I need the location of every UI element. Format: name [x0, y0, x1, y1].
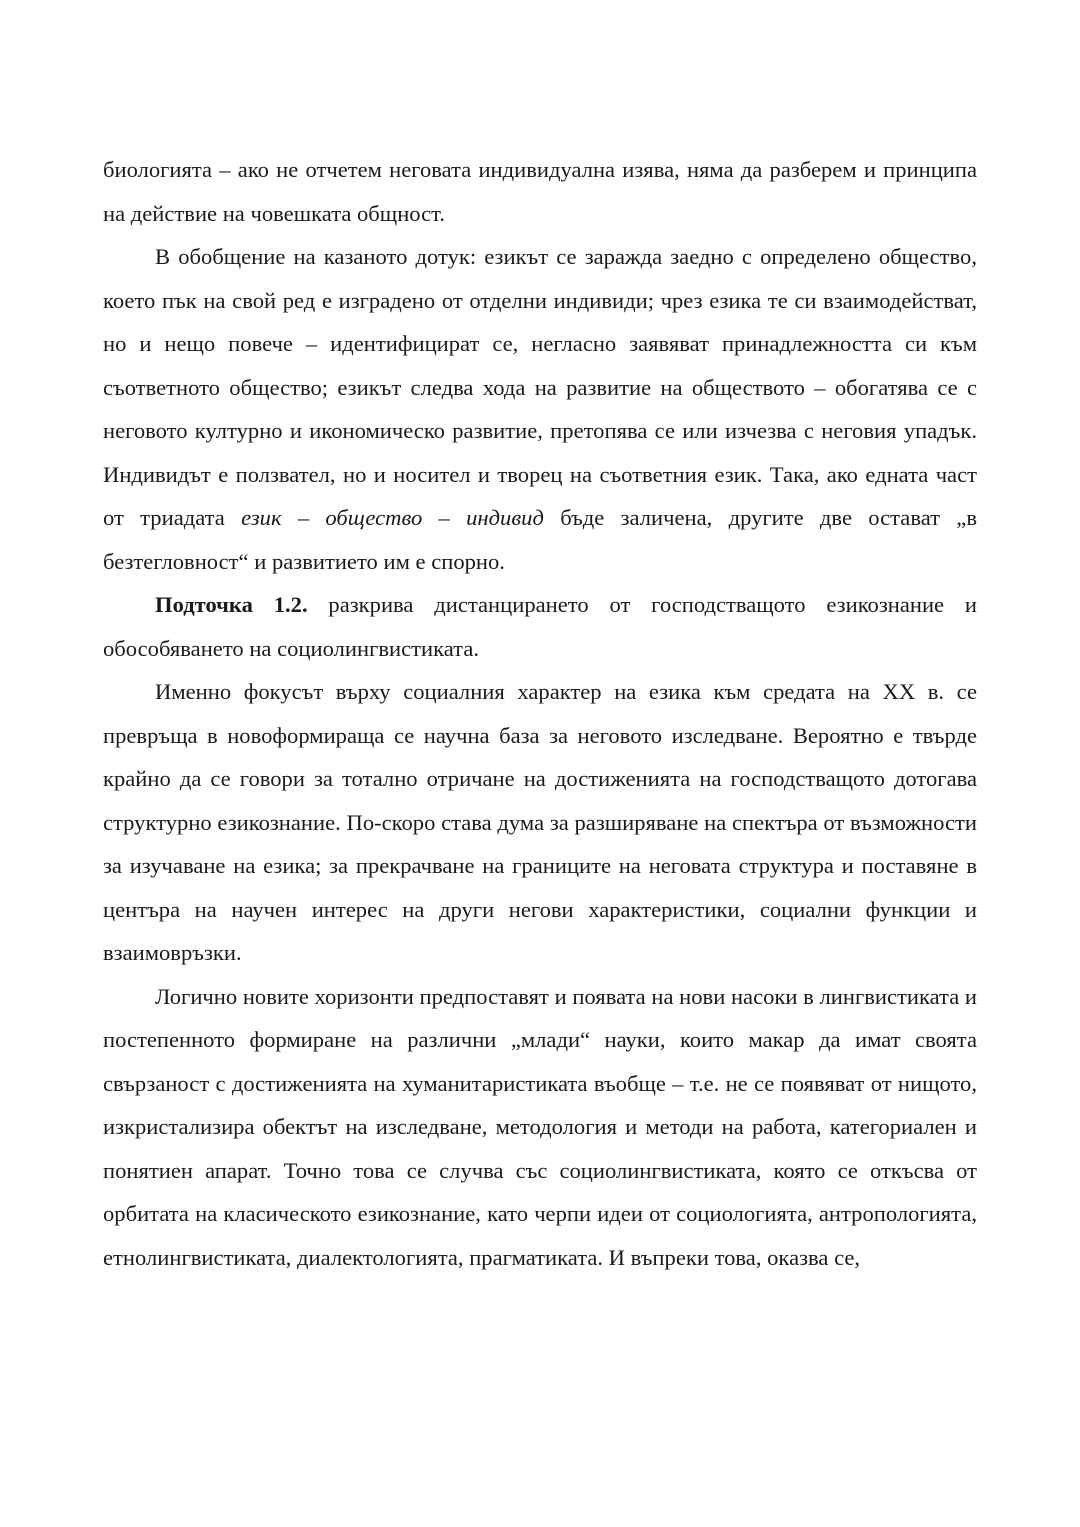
paragraph-continuation [103, 148, 977, 235]
paragraph-text: бъде заличена, другите две остават „в безтегловност“ и развитието им е спорно. [103, 505, 977, 574]
paragraph-summary [103, 235, 977, 583]
paragraph-text: Именно фокусът върху социалния характер на езика към средата на ХХ в. се превръща в новоформираща се научна база за неговото изследване. Вероятно е твърде крайно да се говори за тотално отричане на достиженията на господстващото дотогава структурно езикознание. По-скоро става дума за разширяване на спектъра от възможности за изучаване на езика; за прекрачване на границите на неговата структура и поставяне в центъра на научен интерес на други негови характеристики, социални функции и взаимовръзки. [103, 679, 977, 965]
paragraph-text: В обобщение на казаното дотук: езикът се заражда заедно с определено общество, което пък на свой ред е изградено от отделни индивиди; чрез езика те си взаимодействат, но и нещо повече – идентифицират се, негласно заявяват принадлежността си към съответното общество; езикът следва хода на развитие на обществото – обогатява се с неговото културно и икономическо развитие, претопява се или изчезва с неговия упадък. Индивидът е ползвател, но и носител и творец на съответния език. Така, ако едната част от триадата [103, 244, 977, 530]
subpoint-heading: Подточка 1.2. [155, 592, 308, 617]
italic-triad: език – общество – индивид [241, 505, 544, 530]
paragraph-text: Логично новите хоризонти предпоставят и появата на нови насоки в лингвистиката и постепенното формиране на различни „млади“ науки, които макар да имат своята свързаност с достиженията на хуманитаристиката въобще – т.е. не се появяват от нищото, изкристализира обектът на изследване, методология и методи на работа, категориален и понятиен апарат. Точно това се случва със социолингвистиката, която се откъсва от орбитата на класическото езикознание, като черпи идеи от социологията, антропологията, етнолингвистиката, диалектологията, прагматиката. И въпреки това, оказва се, [103, 983, 977, 1270]
paragraph-text: биологията – ако не отчетем неговата индивидуална изява, няма да разберем и принципа на действие на човешката общност. [103, 157, 977, 226]
paragraph-subpoint [103, 583, 977, 670]
paragraph-text: разкрива дистанцирането от господстващото езикознание и обособяването на социолингвистиката. [103, 592, 977, 661]
document-body [103, 148, 977, 1279]
paragraph-horizons [103, 975, 977, 1280]
paragraph-focus [103, 670, 977, 975]
